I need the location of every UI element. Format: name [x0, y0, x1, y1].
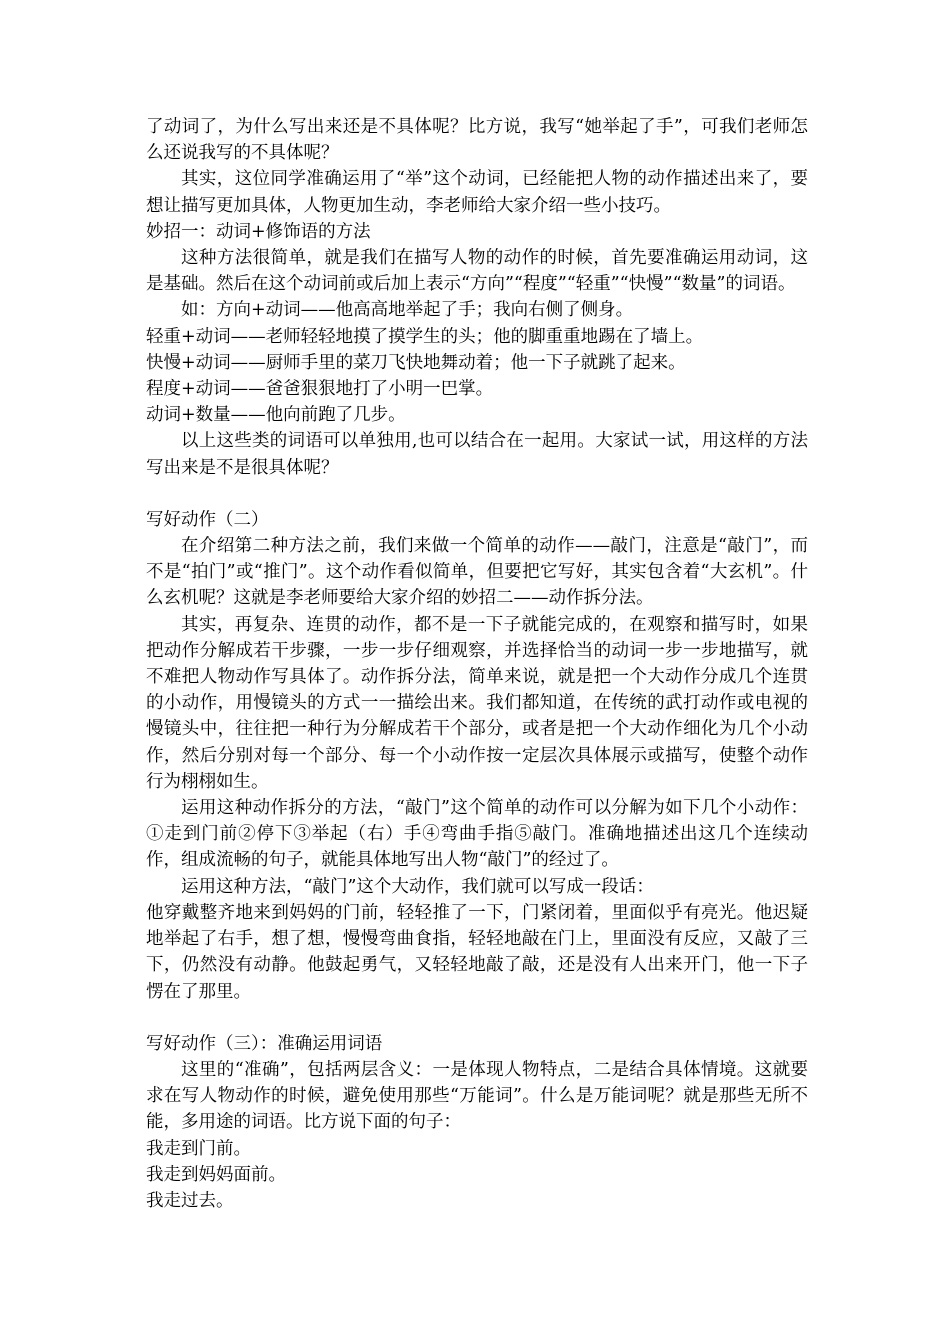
- paragraph: 这种方法很简单，就是我们在描写人物的动作的时候，首先要准确运用动词，这是基础。然后在这个动词前或后加上表示“方向”“程度”“轻重”“快慢”“数量”的词语。: [146, 248, 808, 295]
- paragraph: 其实，再复杂、连贯的动作，都不是一下子就能完成的，在观察和描写时，如果把动作分解成若干步骤，一步一步仔细观察，并选择恰当的动词一步一步地描写，就不难把人物动作写具体了。动作拆分法，简单来说，就是把一个大动作分成几个连贯的小动作，用慢镜头的方式一一描绘出来。我们都知道，在传统的武打动作或电视的慢镜头中，往往把一种行为分解成若干个部分，或者是把一个大动作细化为几个小动作，然后分别对每一个部分、每一个小动作按一定层次具体展示或描写，使整个动作行为栩栩如生。: [146, 614, 808, 792]
- paragraph: 程度+动词——爸爸狠狠地打了小明一巴掌。: [146, 379, 494, 400]
- paragraph: 他穿戴整齐地来到妈妈的门前，轻轻推了一下，门紧闭着，里面似乎有亮光。他迟疑地举起了右手，想了想，慢慢弯曲食指，轻轻地敲在门上，里面没有反应，又敲了三下，仍然没有动静。他鼓起勇气，又轻轻地敲了敲，还是没有人出来开门，他一下子愣在了那里。: [146, 902, 808, 1002]
- paragraph: 在介绍第二种方法之前，我们来做一个简单的动作——敲门，注意是“敲门”，而不是“拍门”或“推门”。这个动作看似简单，但要把它写好，其实包含着“大玄机”。什么玄机呢？这就是李老师要给大家介绍的妙招二——动作拆分法。: [146, 536, 808, 609]
- paragraph: 写好动作（三）：准确运用词语: [146, 1033, 383, 1054]
- paragraph: 如：方向+动词——他高高地举起了手；我向右侧了侧身。: [181, 300, 634, 321]
- paragraph: 了动词了，为什么写出来还是不具体呢？比方说，我写“她举起了手”，可我们老师怎么还说我写的不具体呢？: [146, 117, 808, 164]
- paragraph: 写好动作（二）: [146, 509, 269, 530]
- paragraph: 妙招一：动词+修饰语的方法: [146, 221, 371, 242]
- paragraph: 快慢+动词——厨师手里的菜刀飞快地舞动着；他一下子就跳了起来。: [146, 352, 686, 373]
- document-body: [146, 114, 808, 1214]
- paragraph: 这里的“准确”，包括两层含义：一是体现人物特点，二是结合具体情境。这就要求在写人物动作的时候，避免使用那些“万能词”。什么是万能词呢？就是那些无所不能，多用途的词语。比方说下面的句子：: [146, 1059, 808, 1133]
- paragraph: 运用这种方法，“敲门”这个大动作，我们就可以写成一段话：: [181, 876, 654, 897]
- paragraph: 我走到门前。: [146, 1138, 251, 1159]
- paragraph: 我走过去。: [146, 1190, 234, 1211]
- blank-line: [146, 1005, 808, 1031]
- paragraph: 我走到妈妈面前。: [146, 1164, 286, 1185]
- paragraph: 运用这种动作拆分的方法，“敲门”这个简单的动作可以分解为如下几个小动作：①走到门前②停下③举起（右）手④弯曲手指⑤敲门。准确地描述出这几个连续动作，组成流畅的句子，就能具体地写出人物“敲门”的经过了。: [146, 798, 808, 871]
- paragraph: 其实，这位同学准确运用了“举”这个动词，已经能把人物的动作描述出来了，要想让描写更加具体，人物更加生动，李老师给大家介绍一些小技巧。: [146, 169, 808, 216]
- blank-line: [146, 481, 808, 507]
- paragraph: 动词+数量——他向前跑了几步。: [146, 405, 406, 426]
- paragraph: 轻重+动词——老师轻轻地摸了摸学生的头；他的脚重重地踢在了墙上。: [146, 326, 704, 347]
- paragraph: 以上这些类的词语可以单独用,也可以结合在一起用。大家试一试，用这样的方法写出来是不是很具体呢？: [146, 431, 808, 478]
